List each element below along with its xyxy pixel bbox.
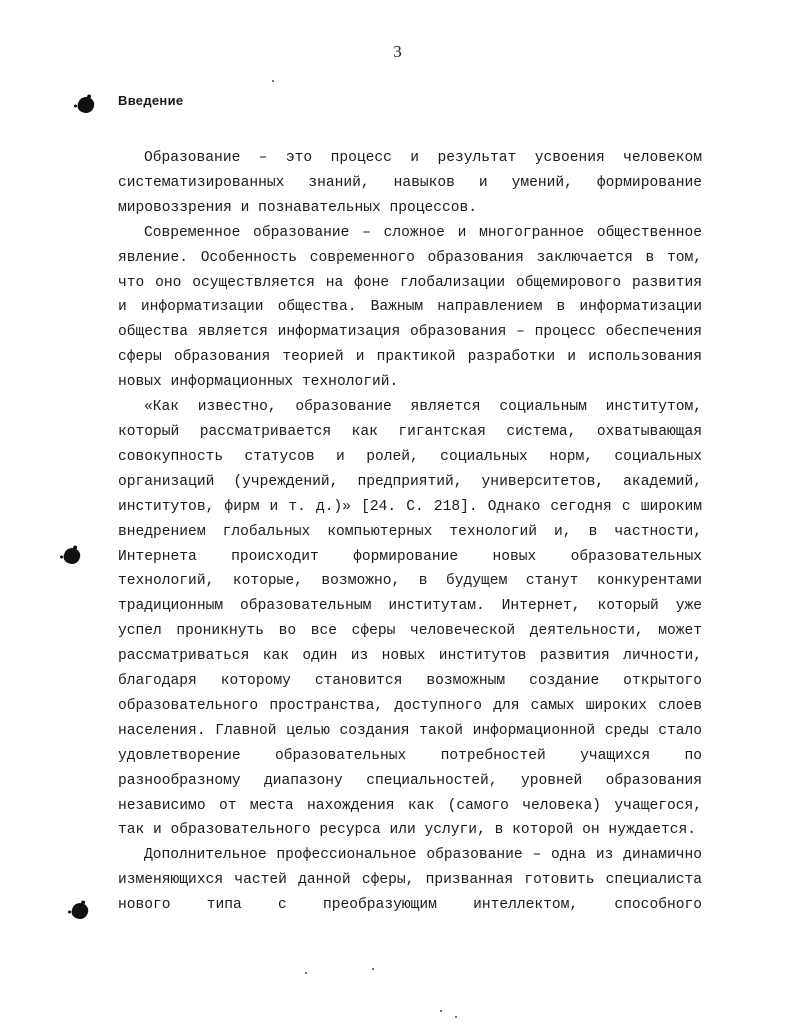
section-heading: Введение (118, 93, 184, 108)
scan-speck (305, 972, 307, 974)
paragraph-1: Образование – это процесс и результат усвоения человеком систематизированных знаний, навыков и умений, формирование мировоззрения и познавательных процессов. (118, 150, 702, 216)
body-text (118, 146, 702, 918)
paragraph-4: Дополнительное профессиональное образование – одна из динамично изменяющихся частей данной сферы, призванная готовить специалиста нового типа с преобразующим интеллектом, способного (118, 847, 702, 914)
scan-speck (372, 968, 374, 970)
page-number: 3 (393, 42, 402, 61)
paragraph-2: Современное образование – сложное и многогранное общественное явление. Особенность современного образования заключается в том, что оно осуществляется на фоне глобализации общемирового развития и информатизации общества. Важным направлением в информатизации общества является информатизация образования – процесс обеспечения сферы образования теорией и практикой разработки и использования новых информационных технологий. (118, 224, 702, 391)
scan-speck (272, 80, 274, 82)
punch-hole-mark-bottom (70, 901, 91, 922)
punch-hole-mark-middle (62, 546, 83, 567)
paragraph-3: «Как известно, образование является социальным институтом, который рассматривается как гигантская система, охватывающая совокупность статусов и ролей, социальных норм, социальных организаций (учреждений, предприятий, университетов, академий, институтов, фирм и т. д.)» [24. С. 218]. Однако сегодня с широким внедрением глобальных компьютерных технологий и, в частности, Интернета происходит формирование новых образовательных технологий, которые, возможно, в будущем станут конкурентами традиционным образовательным институтам. Интернет, который уже успел проникнуть во все сферы человеческой деятельности, может рассматриваться как один из новых институтов развития личности, благодаря которому становится возможным создание открытого образовательного пространства, доступного для самых широких слоев населения. Главной целью создания такой информационной среды стало удовлетворение образовательных потребностей учащихся по разнообразному диапазону специальностей, уровней образования независимо от места нахождения как (самого человека) учащегося, так и образовательного ресурса или услуги, в которой он нуждается. (118, 399, 702, 839)
punch-hole-mark-top (76, 95, 97, 116)
scan-speck (455, 1016, 457, 1018)
scan-speck (440, 1010, 442, 1012)
